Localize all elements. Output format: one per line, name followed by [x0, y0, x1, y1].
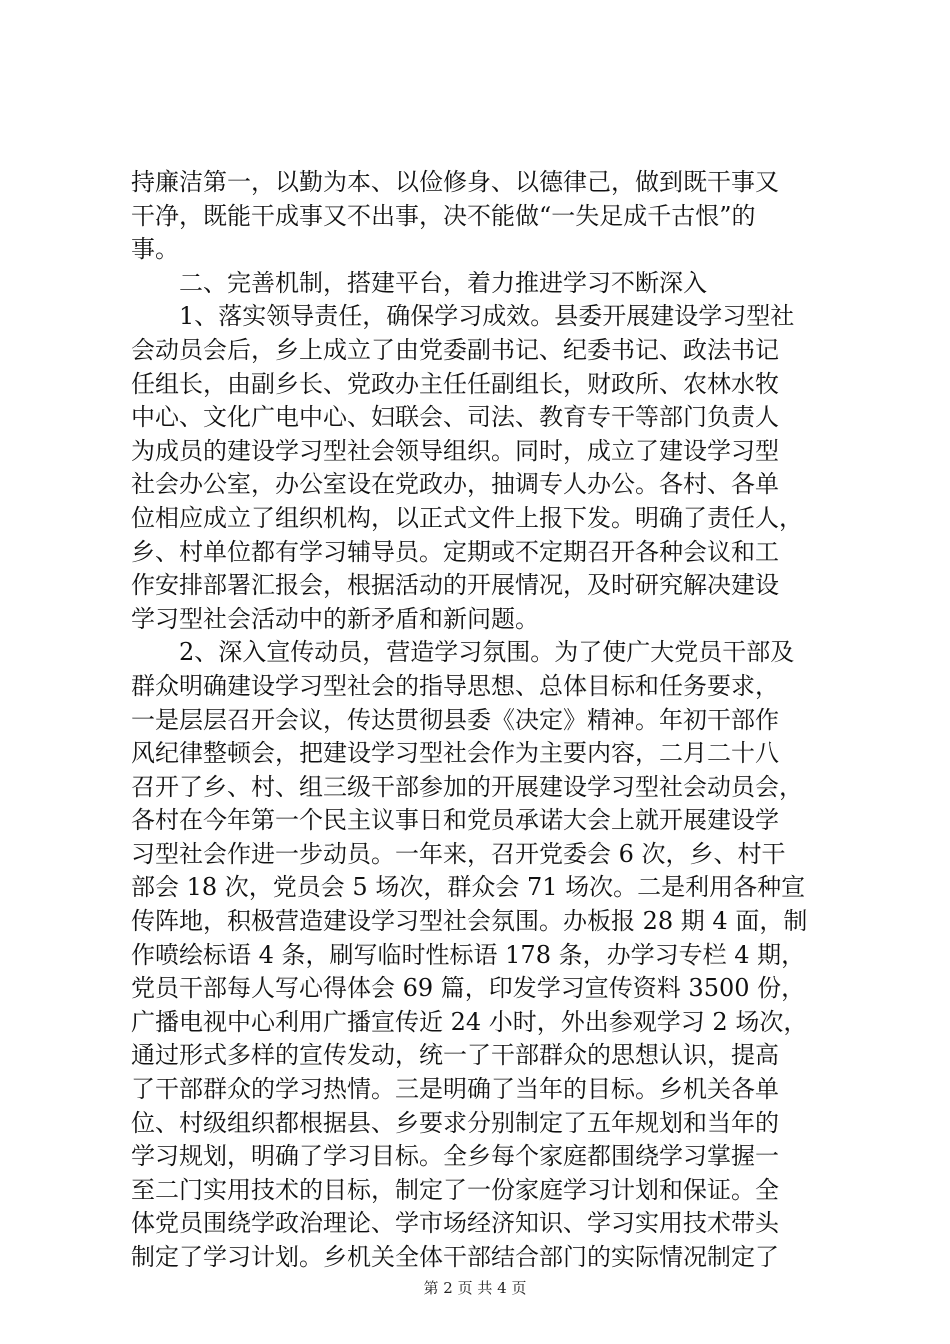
text-line: 为成员的建设学习型社会领导组织。同时，成立了建设学习型: [131, 436, 779, 465]
text-line: 会动员会后，乡上成立了由党委副书记、纪委书记、政法书记: [131, 335, 779, 364]
text-line: 召开了乡、村、组三级干部参加的开展建设学习型社会动员会，: [131, 772, 803, 801]
text-line: 任组长，由副乡长、党政办主任任副组长，财政所、农林水牧: [131, 369, 779, 398]
text-line: 体党员围绕学政治理论、学市场经济知识、学习实用技术带头: [131, 1209, 779, 1238]
text-line: 位相应成立了组织机构，以正式文件上报下发。明确了责任人，: [131, 503, 803, 532]
text-line: 习型社会作进一步动员。一年来，召开党委会 6 次，乡、村干: [131, 839, 786, 868]
text-line: 2、深入宣传动员，营造学习氛围。为了使广大党员干部及: [131, 638, 795, 667]
page-number-footer: 第 2 页 共 4 页: [423, 1279, 527, 1297]
text-line: 位、村级组织都根据县、乡要求分别制定了五年规划和当年的: [131, 1108, 779, 1137]
text-line: 党员干部每人写心得体会 69 篇，印发学习宣传资料 3500 份，: [131, 974, 806, 1003]
text-line: 通过形式多样的宣传发动，统一了干部群众的思想认识，提高: [131, 1041, 779, 1070]
text-line: 部会 18 次，党员会 5 场次，群众会 71 场次。二是利用各种宣: [131, 873, 806, 902]
document-body: [131, 166, 833, 1275]
text-line: 各村在今年第一个民主议事日和党员承诺大会上就开展建设学: [131, 806, 779, 835]
text-line: 风纪律整顿会，把建设学习型社会作为主要内容，二月二十八: [131, 739, 779, 768]
text-line: 1、落实领导责任，确保学习成效。县委开展建设学习型社: [131, 302, 795, 331]
text-line: 广播电视中心利用广播宣传近 24 小时，外出参观学习 2 场次，: [131, 1007, 808, 1036]
text-line: 至二门实用技术的目标，制定了一份家庭学习计划和保证。全: [131, 1175, 779, 1204]
text-line: 持廉洁第一，以勤为本、以俭修身、以德律己，做到既干事又: [131, 168, 779, 196]
text-line: 了干部群众的学习热情。三是明确了当年的目标。乡机关各单: [131, 1075, 779, 1104]
text-line: 乡、村单位都有学习辅导员。定期或不定期召开各种会议和工: [131, 537, 779, 566]
text-line: 学习型社会活动中的新矛盾和新问题。: [131, 604, 539, 633]
text-line: 学习规划，明确了学习目标。全乡每个家庭都围绕学习掌握一: [131, 1142, 779, 1171]
text-line: 干净，既能干成事又不出事，决不能做“一失足成千古恨”的: [131, 201, 756, 230]
text-line: 中心、文化广电中心、妇联会、司法、教育专干等部门负责人: [131, 403, 779, 432]
text-line: 群众明确建设学习型社会的指导思想、总体目标和任务要求，: [131, 671, 779, 700]
text-line: 事。: [131, 235, 179, 264]
text-line: 作喷绘标语 4 条，刷写临时性标语 178 条，办学习专栏 4 期，: [131, 940, 806, 969]
text-line: 作安排部署汇报会，根据活动的开展情况，及时研究解决建设: [131, 571, 779, 600]
text-line: 传阵地，积极营造建设学习型社会氛围。办板报 28 期 4 面，制: [131, 907, 808, 936]
section-heading: 二、完善机制，搭建平台，着力推进学习不断深入: [131, 268, 707, 297]
text-line: 制定了学习计划。乡机关全体干部结合部门的实际情况制定了: [131, 1243, 779, 1271]
text-line: 一是层层召开会议，传达贯彻县委《决定》精神。年初干部作: [131, 705, 779, 734]
text-line: 社会办公室，办公室设在党政办，抽调专人办公。各村、各单: [131, 470, 779, 499]
